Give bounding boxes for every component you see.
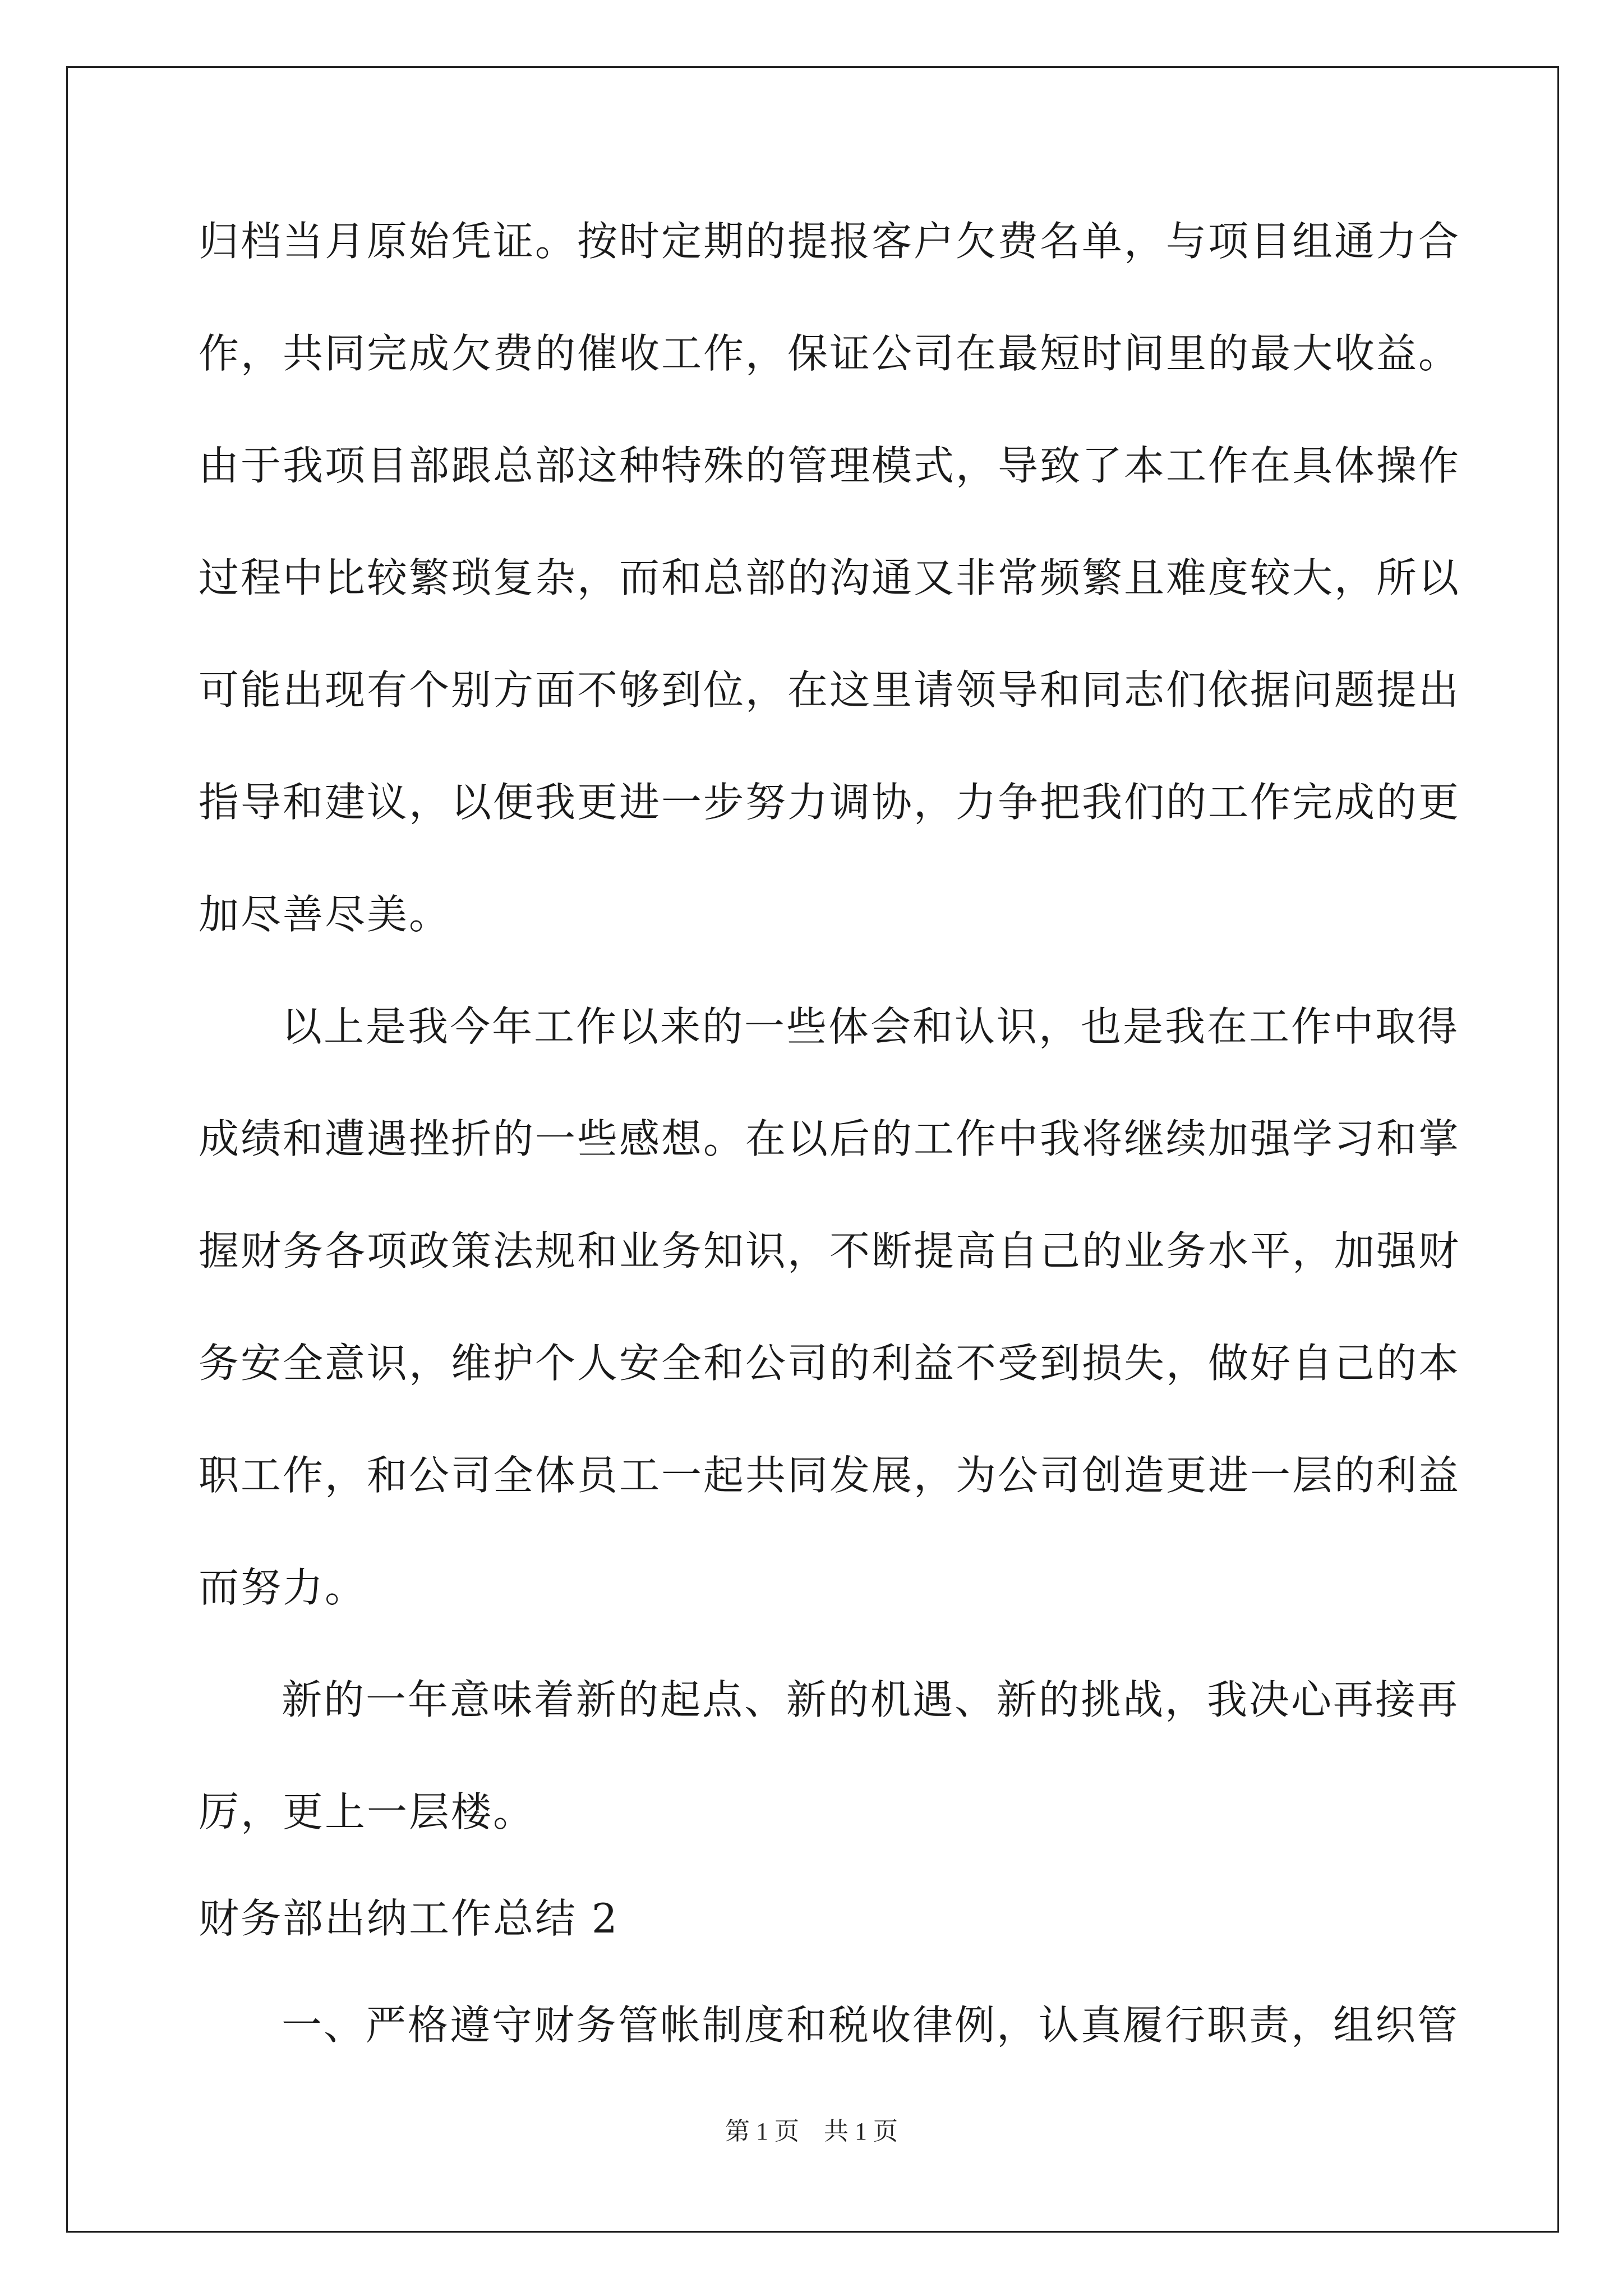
text-line: 成绩和遭遇挫折的一些感想。在以后的工作中我将继续加强学习和掌: [199, 1115, 1461, 1162]
text-line: 务安全意识，维护个人安全和公司的利益不受到损失，做好自己的本: [199, 1340, 1461, 1387]
text-line: 归档当月原始凭证。按时定期的提报客户欠费名单，与项目组通力合: [199, 218, 1461, 265]
text-line: 职工作，和公司全体员工一起共同发展，为公司创造更进一层的利益: [199, 1452, 1461, 1499]
text-line: 过程中比较繁琐复杂，而和总部的沟通又非常频繁且难度较大，所以: [199, 554, 1461, 601]
text-line: 作，共同完成欠费的催收工作，保证公司在最短时间里的最大收益。: [199, 330, 1461, 377]
text-line: 以上是我今年工作以来的一些体会和认识，也是我在工作中取得: [282, 1003, 1460, 1050]
text-line: 指导和建议，以便我更进一步努力调协，力争把我们的工作完成的更: [199, 779, 1461, 826]
page-footer: 第 1 页 共 1 页: [725, 2118, 898, 2145]
text-line: 由于我项目部跟总部这种特殊的管理模式，导致了本工作在具体操作: [199, 442, 1461, 489]
text-line: 可能出现有个别方面不够到位，在这里请领导和同志们依据问题提出: [199, 666, 1461, 714]
text-line: 而努力。: [199, 1564, 367, 1611]
text-line: 一、严格遵守财务管帐制度和税收律例，认真履行职责，组织管: [282, 2001, 1460, 2049]
text-line: 厉，更上一层楼。: [199, 1788, 536, 1835]
section-heading: 财务部出纳工作总结 2: [199, 1895, 619, 1942]
text-line: 握财务各项政策法规和业务知识，不断提高自己的业务水平，加强财: [199, 1227, 1461, 1274]
text-line: 加尽善尽美。: [199, 891, 451, 938]
text-line: 新的一年意味着新的起点、新的机遇、新的挑战，我决心再接再: [282, 1676, 1460, 1723]
